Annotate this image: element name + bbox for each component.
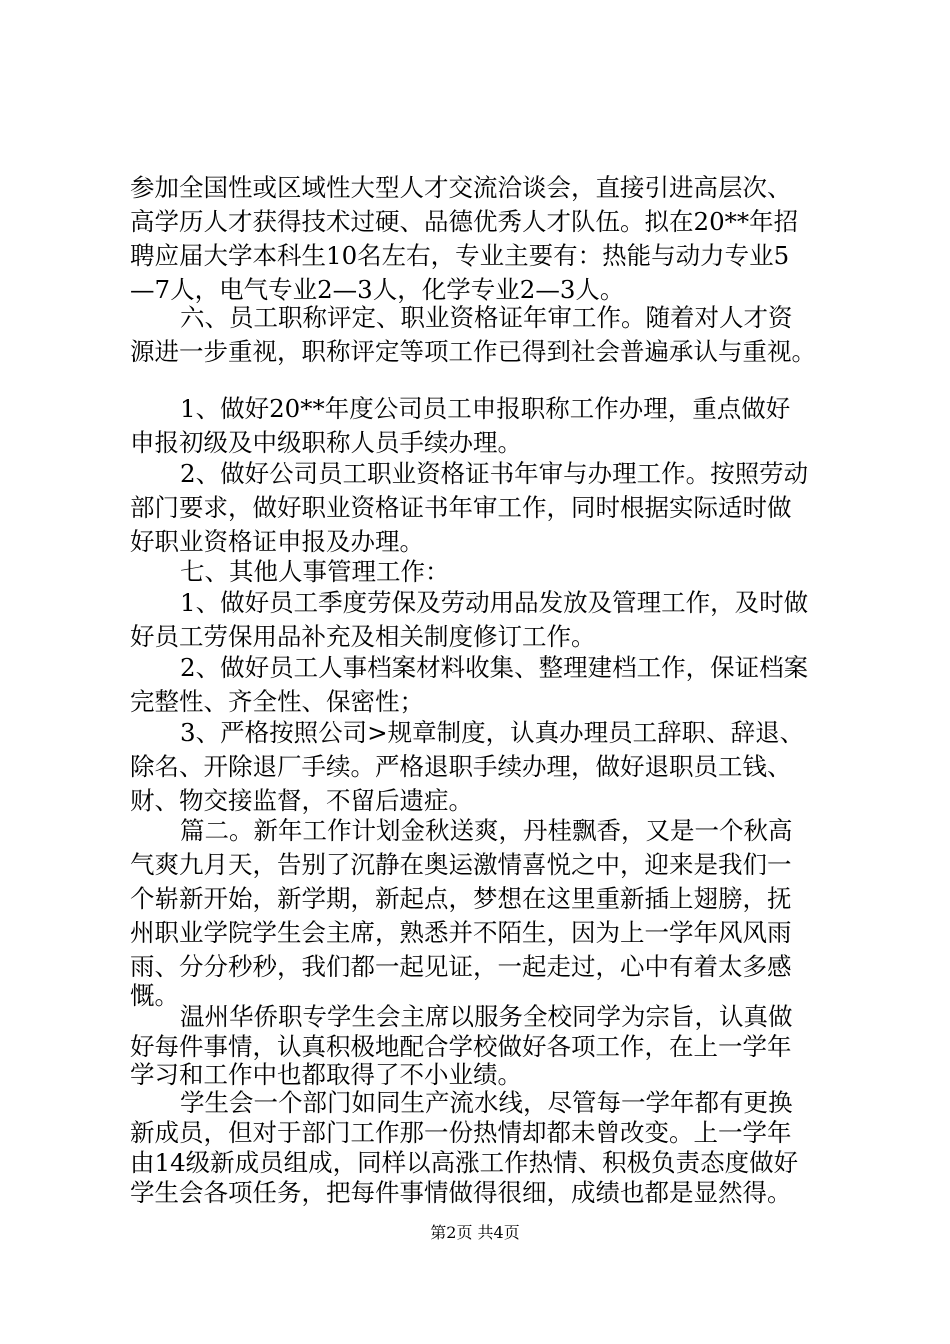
text-line: —7人，电气专业2—3人，化学专业2—3人。 xyxy=(130,275,625,304)
text-line: 高学历人才获得技术过硬、品德优秀人才队伍。拟在20**年招 xyxy=(130,207,799,236)
text-line: 六、员工职称评定、职业资格证年审工作。随着对人才资 xyxy=(180,303,793,332)
text-line: 气爽九月天，告别了沉静在奥运激情喜悦之中，迎来是我们一 xyxy=(130,850,792,879)
text-line: 篇二。新年工作计划金秋送爽，丹桂飘香，又是一个秋高 xyxy=(180,816,793,845)
text-line: 新成员，但对于部门工作那一份热情却都未曾改变。上一学年 xyxy=(130,1118,792,1147)
text-line: 好职业资格证申报及办理。 xyxy=(130,527,424,556)
text-line: 完整性、齐全性、保密性； xyxy=(130,687,424,716)
text-line: 州职业学院学生会主席，熟悉并不陌生，因为上一学年风风雨 xyxy=(130,918,792,947)
text-line: 2、做好员工人事档案材料收集、整理建档工作，保证档案 xyxy=(180,653,809,682)
text-line: 学生会各项任务，把每件事情做得很细，成绩也都是显然得。 xyxy=(130,1178,792,1207)
text-line: 聘应届大学本科生10名左右，专业主要有：热能与动力专业5 xyxy=(130,241,790,270)
text-line: 除名、开除退厂手续。严格退职手续办理，做好退职员工钱、 xyxy=(130,752,792,781)
text-line: 温州华侨职专学生会主席以服务全校同学为宗旨，认真做 xyxy=(180,1002,793,1031)
text-line: 参加全国性或区域性大型人才交流洽谈会，直接引进高层次、 xyxy=(130,173,792,202)
text-line: 好员工劳保用品补充及相关制度修订工作。 xyxy=(130,622,596,651)
text-line: 由14级新成员组成，同样以高涨工作热情、积极负责态度做好 xyxy=(130,1148,799,1177)
text-line: 部门要求，做好职业资格证书年审工作，同时根据实际适时做 xyxy=(130,493,792,522)
text-line: 学习和工作中也都取得了不小业绩。 xyxy=(130,1060,522,1089)
page-number-footer: 第2页 共4页 xyxy=(430,1223,520,1242)
text-line: 雨、分分秒秒，我们都一起见证，一起走过，心中有着太多感 xyxy=(130,952,792,981)
text-line: 个崭新开始，新学期，新起点，梦想在这里重新插上翅膀，抚 xyxy=(130,884,792,913)
text-line: 1、做好员工季度劳保及劳动用品发放及管理工作，及时做 xyxy=(180,588,809,617)
text-line: 财、物交接监督，不留后遗症。 xyxy=(130,786,473,815)
text-line: 学生会一个部门如同生产流水线，尽管每一学年都有更换 xyxy=(180,1088,793,1117)
text-line: 申报初级及中级职称人员手续办理。 xyxy=(130,428,522,457)
text-line: 1、做好20**年度公司员工申报职称工作办理，重点做好 xyxy=(180,394,791,423)
text-line: 好每件事情，认真积极地配合学校做好各项工作，在上一学年 xyxy=(130,1032,792,1061)
text-line: 七、其他人事管理工作： xyxy=(180,557,450,586)
text-line: 慨。 xyxy=(130,981,179,1010)
text-line: 2、做好公司员工职业资格证书年审与办理工作。按照劳动 xyxy=(180,459,809,488)
text-line: 源进一步重视，职称评定等项工作已得到社会普遍承认与重视。 xyxy=(130,337,816,366)
text-line: 3、严格按照公司>规章制度，认真办理员工辞职、辞退、 xyxy=(180,718,805,747)
